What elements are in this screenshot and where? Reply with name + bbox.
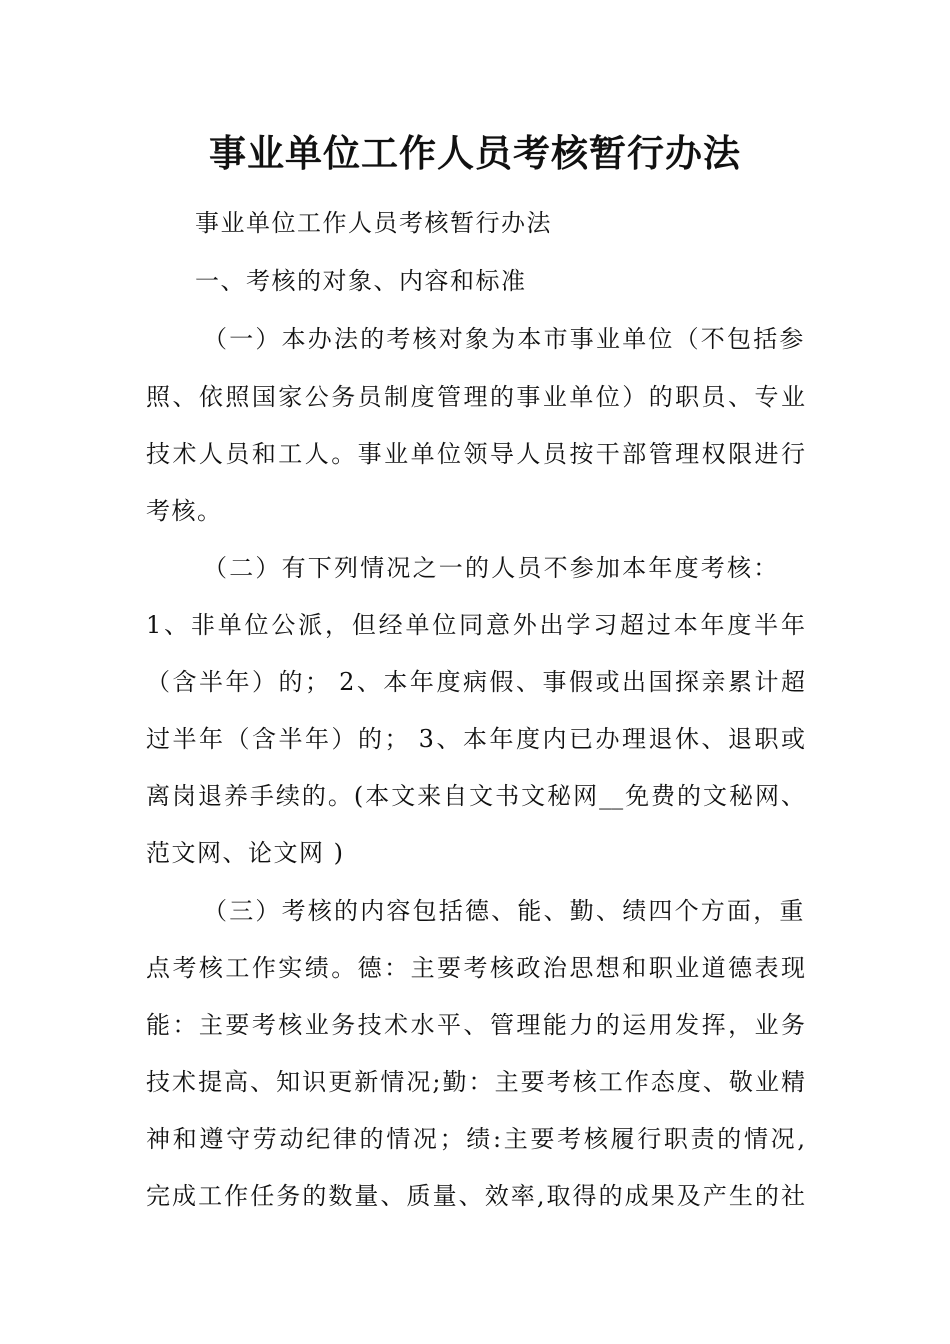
paragraph-line: 考核。 xyxy=(146,497,223,525)
document-title: 事业单位工作人员考核暂行办法 xyxy=(209,131,741,175)
paragraph-line: （一）本办法的考核对象为本市事业单位（不包括参 xyxy=(203,325,806,353)
paragraph-line: 离岗退养手续的。(本文来自文书文秘网__免费的文秘网、 xyxy=(146,782,805,810)
paragraph-line: （二）有下列情况之一的人员不参加本年度考核： xyxy=(203,554,780,582)
paragraph-line: （含半年）的； 2、本年度病假、事假或出国探亲累计超 xyxy=(146,668,805,696)
paragraph-line: （三）考核的内容包括德、能、勤、绩四个方面，重 xyxy=(203,897,806,925)
paragraph-line: 过半年（含半年）的； 3、本年度内已办理退休、退职或 xyxy=(146,725,805,753)
paragraph-line: 照、依照国家公务员制度管理的事业单位）的职员、专业 xyxy=(146,383,805,411)
paragraph-line: 范文网、论文网 ) xyxy=(146,839,345,867)
paragraph-line: 技术人员和工人。事业单位领导人员按干部管理权限进行 xyxy=(146,440,805,468)
document-subtitle: 事业单位工作人员考核暂行办法 xyxy=(195,209,552,237)
section-heading: 一、考核的对象、内容和标准 xyxy=(195,267,527,295)
paragraph-line: 神和遵守劳动纪律的情况；绩:主要考核履行职责的情况, xyxy=(146,1125,805,1153)
paragraph-line: 点考核工作实绩。德：主要考核政治思想和职业道德表现 xyxy=(146,954,805,982)
paragraph-line: 技术提高、知识更新情况;勤：主要考核工作态度、敬业精 xyxy=(146,1068,805,1096)
paragraph-line: 能：主要考核业务技术水平、管理能力的运用发挥，业务 xyxy=(146,1011,805,1039)
paragraph-line: 1、非单位公派，但经单位同意外出学习超过本年度半年 xyxy=(146,611,805,639)
paragraph-line: 完成工作任务的数量、质量、效率,取得的成果及产生的社 xyxy=(146,1182,805,1210)
